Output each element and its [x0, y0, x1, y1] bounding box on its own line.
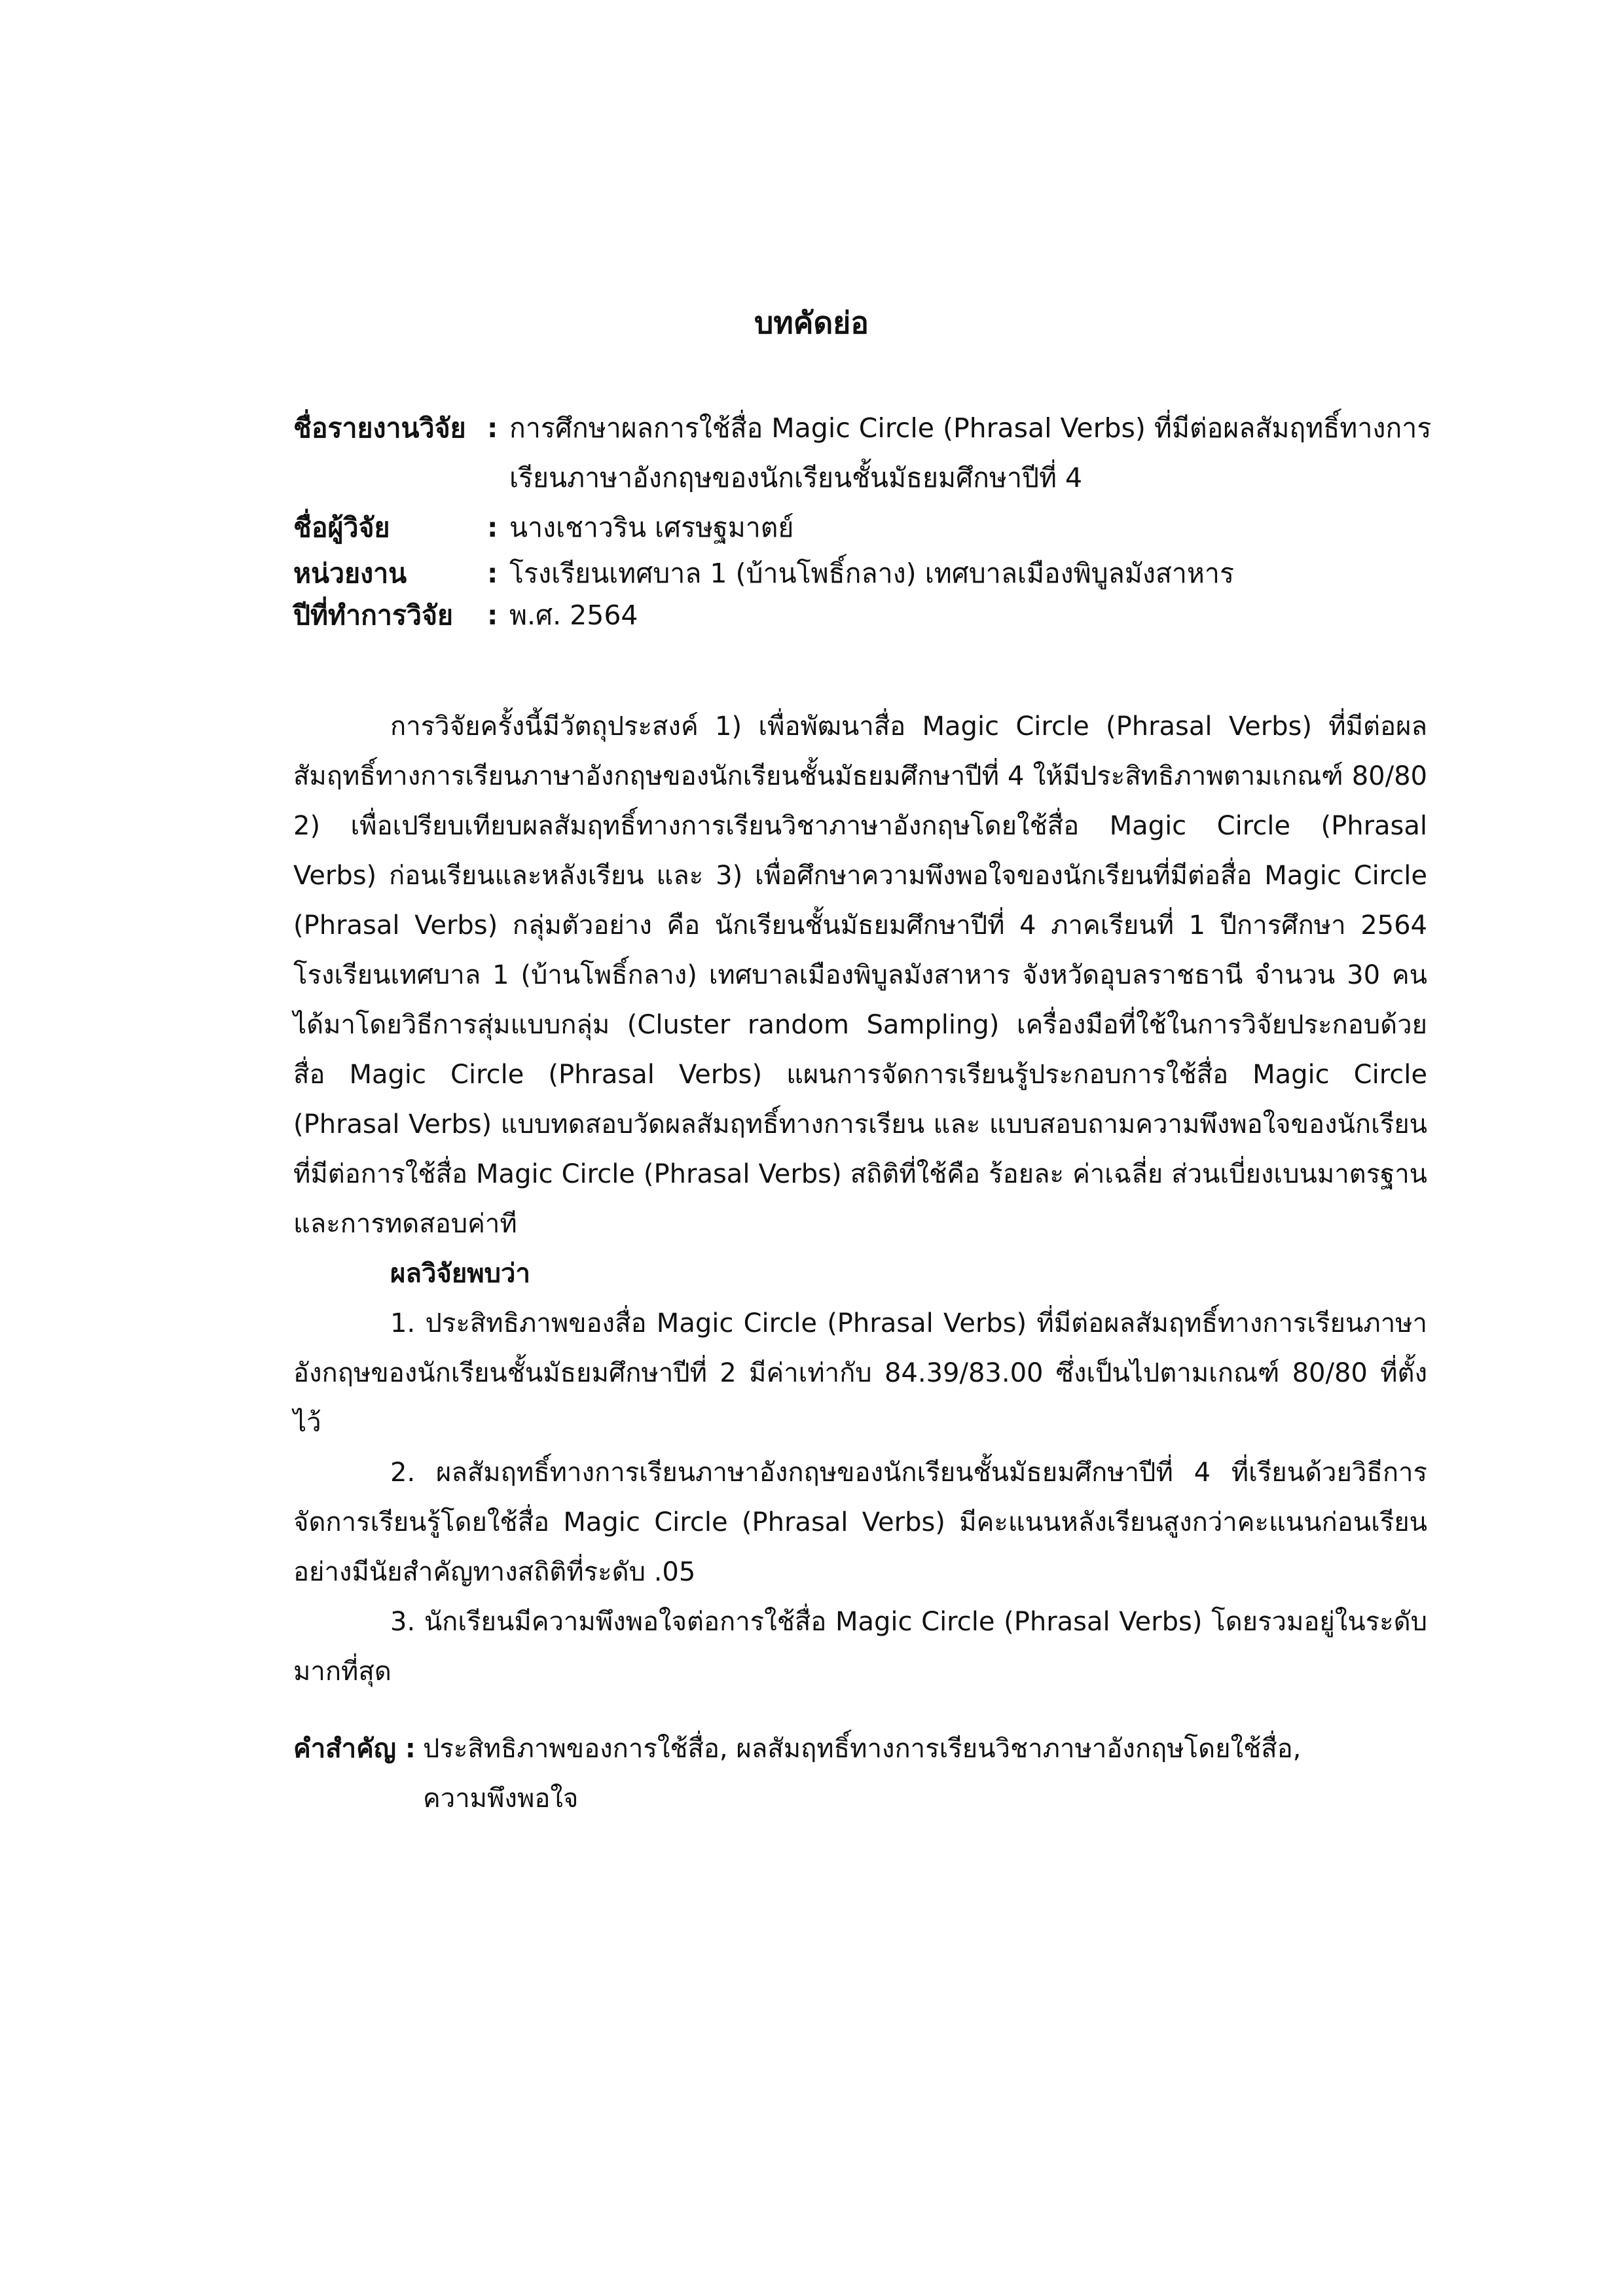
report-title-label: ชื่อรายงานวิจัย [293, 412, 466, 444]
finding-item-3: 3. นักเรียนมีความพึงพอใจต่อการใช้สื่อ Magic Circle (Phrasal Verbs) โดยรวมอยู่ในระดับมากที่สุด [293, 1607, 1427, 1687]
agency-value: โรงเรียนเทศบาล 1 (บ้านโพธิ์กลาง) เทศบาลเมืองพิบูลมังสาหาร [509, 558, 1234, 589]
colon: : [487, 558, 498, 589]
keywords-line-1: ประสิทธิภาพของการใช้สื่อ, ผลสัมฤทธิ์ทางการเรียนวิชาภาษาอังกฤษโดยใช้สื่อ, [423, 1734, 1302, 1764]
finding-item-2: 2. ผลสัมฤทธิ์ทางการเรียนภาษาอังกฤษของนักเรียนชั้นมัธยมศึกษาปีที่ 4 ที่เรียนด้วยวิธีการจัดการเรียนรู้โดยใช้สื่อ Magic Circle (Phrasal Verbs) มีคะแนนหลังเรียนสูงกว่าคะแนนก่อนเรียนอย่างมีนัยสำคัญทางสถิติที่ระดับ .05 [293, 1458, 1427, 1587]
keywords-value [423, 1724, 1301, 1823]
report-title-line-1: การศึกษาผลการใช้สื่อ Magic Circle (Phrasal Verbs) ที่มีต่อผลสัมฤทธิ์ทางการ [509, 412, 1432, 444]
research-year-value: พ.ศ. 2564 [509, 600, 638, 631]
report-title-row [293, 403, 1446, 503]
report-title-value [509, 403, 1446, 503]
abstract-body [293, 702, 1427, 1696]
researcher-label: ชื่อผู้วิจัย [293, 512, 390, 543]
findings-heading: ผลวิจัยพบว่า [390, 1259, 530, 1289]
colon: : [487, 512, 498, 543]
report-title-line-2: เรียนภาษาอังกฤษของนักเรียนชั้นมัธยมศึกษาปีที่ 4 [509, 462, 1083, 493]
keywords-section [293, 1724, 1446, 1823]
finding-item-1: 1. ประสิทธิภาพของสื่อ Magic Circle (Phrasal Verbs) ที่มีต่อผลสัมฤทธิ์ทางการเรียนภาษาอังกฤษของนักเรียนชั้นมัธยมศึกษาปีที่ 2 มีค่าเท่ากับ 84.39/83.00 ซึ่งเป็นไปตามเกณฑ์ 80/80 ที่ตั้งไว้ [293, 1308, 1427, 1438]
keywords-label: คำสำคัญ : [293, 1734, 416, 1764]
agency-row [293, 552, 1446, 594]
abstract-paragraph: การวิจัยครั้งนี้มีวัตถุประสงค์ 1) เพื่อพัฒนาสื่อ Magic Circle (Phrasal Verbs) ที่มีต่อผลสัมฤทธิ์ทางการเรียนภาษาอังกฤษของนักเรียนชั้นมัธยมศึกษาปีที่ 4 ให้มีประสิทธิภาพตามเกณฑ์ 80/80 2) เพื่อเปรียบเทียบผลสัมฤทธิ์ทางการเรียนวิชาภาษาอังกฤษโดยใช้สื่อ Magic Circle (Phrasal Verbs) ก่อนเรียนและหลังเรียน และ 3) เพื่อศึกษาความพึงพอใจของนักเรียนที่มีต่อสื่อ Magic Circle (Phrasal Verbs) กลุ่มตัวอย่าง คือ นักเรียนชั้นมัธยมศึกษาปีที่ 4 ภาคเรียนที่ 1 ปีการศึกษา 2564 โรงเรียนเทศบาล 1 (บ้านโพธิ์กลาง) เทศบาลเมืองพิบูลมังสาหาร จังหวัดอุบลราชธานี จำนวน 30 คน ได้มาโดยวิธีการสุ่มแบบกลุ่ม (Cluster random Sampling) เครื่องมือที่ใช้ในการวิจัยประกอบด้วย สื่อ Magic Circle (Phrasal Verbs) แผนการจัดการเรียนรู้ประกอบการใช้สื่อ Magic Circle (Phrasal Verbs) แบบทดสอบวัดผลสัมฤทธิ์ทางการเรียน และ แบบสอบถามความพึงพอใจของนักเรียนที่มีต่อการใช้สื่อ Magic Circle (Phrasal Verbs) สถิติที่ใช้คือ ร้อยละ ค่าเฉลี่ย ส่วนเบี่ยงเบนมาตรฐาน และการทดสอบค่าที [293, 711, 1428, 1239]
colon: : [487, 412, 498, 444]
researcher-row [293, 503, 1446, 552]
research-year-label: ปีที่ทำการวิจัย [293, 600, 454, 631]
research-year-row [293, 594, 1446, 636]
keywords-line-2: ความพึงพอใจ [423, 1784, 579, 1814]
researcher-value: นางเชาวริน เศรษฐมาตย์ [509, 512, 794, 543]
research-metadata [293, 403, 1446, 636]
colon: : [487, 600, 498, 631]
agency-label: หน่วยงาน [293, 558, 407, 589]
page-title: บทคัดย่อ [754, 305, 869, 340]
